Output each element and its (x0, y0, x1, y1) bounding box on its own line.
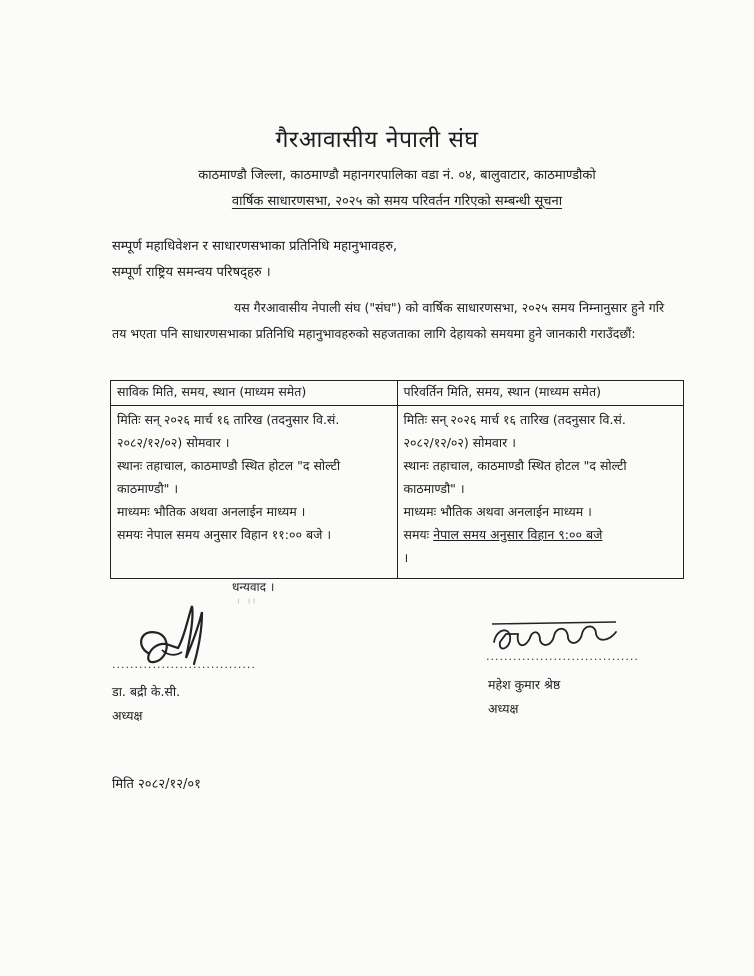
organization-title: गैरआवासीय नेपाली संघ (275, 127, 479, 153)
old-schedule-header: साविक मिति, समय, स्थान (माध्यम समेत) (111, 381, 398, 406)
faint-mark-icon: ˈ ˈˈ (236, 596, 257, 617)
new-date: मितिः सन् २०२६ मार्च १६ तारिख (तदनुसार वि.सं. २०८२/१२/०२) सोमवार । (403, 412, 626, 450)
signatory-right-name: महेश कुमार श्रेष्ठ (488, 677, 561, 692)
thanks-text: धन्यवाद । (232, 580, 275, 594)
body-paragraph (112, 295, 680, 347)
notice-subject (0, 191, 754, 209)
old-medium: माध्यमः भौतिक अथवा अनलाईन माध्यम । (117, 504, 306, 519)
notice-date: मिति २०८२/१२/०१ (112, 777, 201, 792)
signature-line-right: .................................. (486, 650, 639, 663)
new-time-value: नेपाल समय अनुसार विहान ९:०० बजे (433, 527, 603, 542)
new-time-end: । (403, 550, 409, 565)
signature-line-left: ................................ (112, 658, 256, 671)
table-header-row (111, 381, 684, 406)
signatory-left-name: डा. बद्री के.सी. (112, 684, 181, 699)
body-paragraph-text: यस गैरआवासीय नेपाली संघ ("संघ") को वार्षिक साधारणसभा, २०२५ समय निम्नानुसार हुने गरि तय भएता पनि साधारणसभाका प्रतिनिधि महानुभावहरुको सहजताका लागि देहायको समयमा हुने जानकारी गराउँदछौं: (112, 300, 665, 341)
schedule-table (110, 380, 684, 579)
signatory-left-role: अध्यक्ष (112, 708, 143, 723)
new-medium: माध्यमः भौतिक अथवा अनलाईन माध्यम । (403, 504, 592, 519)
old-place: स्थानः तहाचाल, काठमाण्डौ स्थित होटल "द सोल्टी काठमाण्डौ" । (117, 458, 341, 496)
organization-address: काठमाण्डौ जिल्ला, काठमाण्डौ महानगरपालिका वडा नं. ०४, बालुवाटार, काठमाण्डौको (198, 168, 596, 183)
new-schedule-header: परिवर्तिन मिति, समय, स्थान (माध्यम समेत) (397, 381, 684, 406)
recipient-line-1: सम्पूर्ण महाधिवेशन र साधारणसभाका प्रतिनिधि महानुभावहरु, (112, 239, 398, 254)
old-schedule-cell (111, 406, 398, 579)
new-time-label: समयः (403, 527, 434, 542)
signatory-right-role: अध्यक्ष (488, 701, 519, 716)
new-time (404, 523, 678, 569)
notice-subject-text: वार्षिक साधारणसभा, २०२५ को समय परिवर्तन गरिएको सम्बन्धी सूचना (231, 194, 563, 209)
table-row (111, 406, 684, 579)
new-place: स्थानः तहाचाल, काठमाण्डौ स्थित होटल "द सोल्टी काठमाण्डौ" । (403, 458, 627, 496)
new-schedule-cell (397, 406, 684, 579)
old-time: समयः नेपाल समय अनुसार विहान ११:०० बजे । (117, 527, 332, 542)
recipient-line-2: सम्पूर्ण राष्ट्रिय समन्वय परिषद्हरु । (112, 265, 271, 280)
old-date: मितिः सन् २०२६ मार्च १६ तारिख (तदनुसार वि.सं. २०८२/१२/०२) सोमवार । (117, 412, 340, 450)
